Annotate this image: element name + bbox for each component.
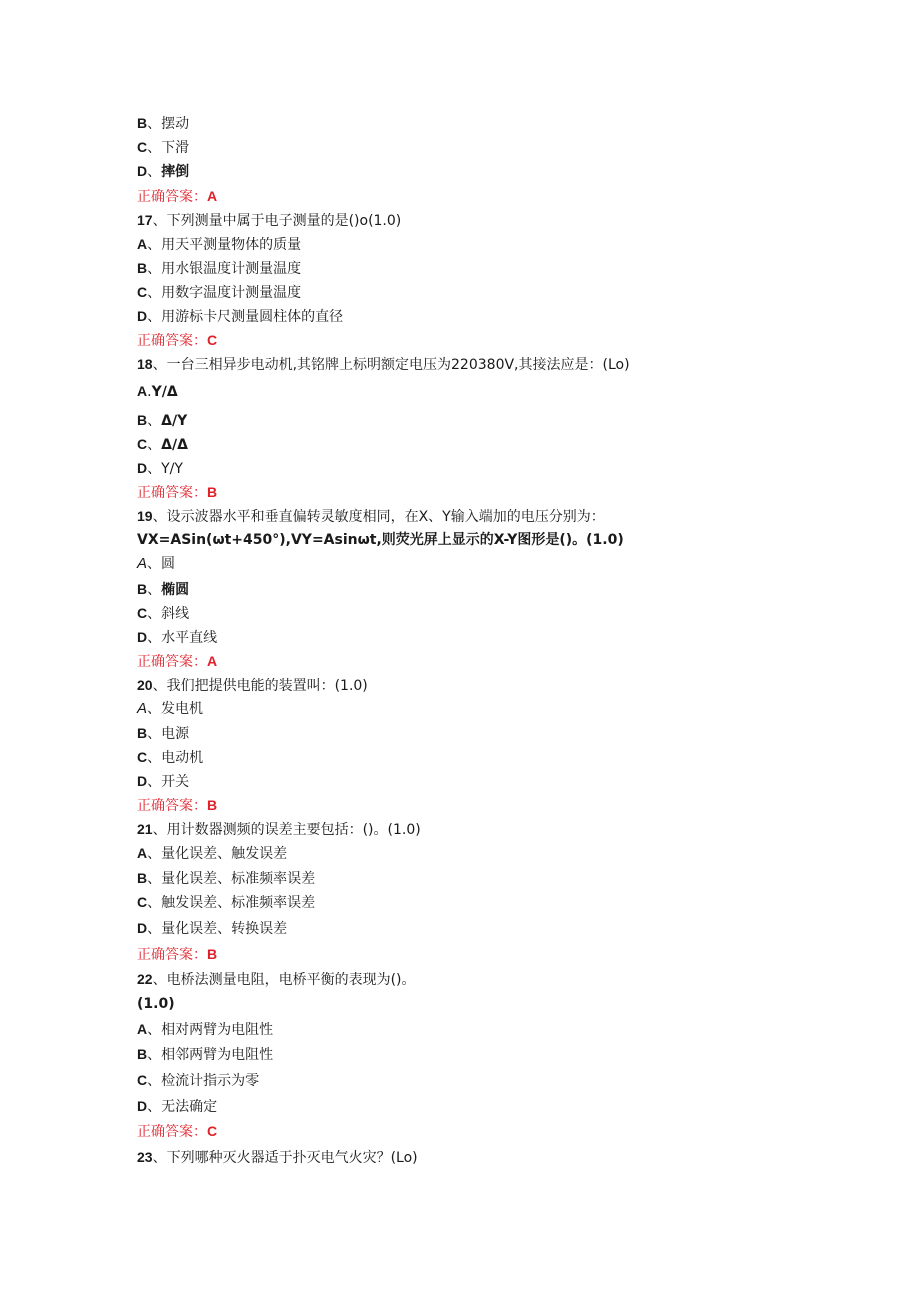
option-text: 用水银温度计测量温度 xyxy=(161,261,302,277)
option-separator: 、 xyxy=(147,630,162,646)
answer-label: 正确答案： xyxy=(137,189,207,205)
option-separator: 、 xyxy=(147,774,162,790)
option-label: D xyxy=(137,1098,148,1114)
option-line xyxy=(137,307,343,326)
option-separator: 、 xyxy=(147,921,162,937)
question-separator: 、 xyxy=(152,509,167,525)
option-separator: 、 xyxy=(147,285,162,301)
option-text: 水平直线 xyxy=(161,630,218,646)
option-text: 量化误差、标准频率误差 xyxy=(161,871,316,887)
answer-value: C xyxy=(207,332,218,348)
question-text: 下列测量中属于电子测量的是()o(1.0) xyxy=(166,213,402,229)
question-number: 23 xyxy=(137,1149,153,1165)
option-label: B xyxy=(137,412,148,428)
option-label: B xyxy=(137,725,148,741)
option-separator: 、 xyxy=(147,164,162,180)
option-line xyxy=(137,1097,217,1116)
option-label: C xyxy=(137,139,148,155)
answer-label: 正确答案： xyxy=(137,1124,207,1140)
option-separator: 、 xyxy=(147,116,162,132)
option-label: A xyxy=(137,1021,148,1037)
option-label: A xyxy=(137,700,148,717)
option-text: 用数字温度计测量温度 xyxy=(161,285,302,301)
option-line xyxy=(137,382,178,401)
question-number: 20 xyxy=(137,677,153,693)
option-line xyxy=(137,724,189,743)
option-label: C xyxy=(137,605,148,621)
option-label: D xyxy=(137,629,148,645)
option-line xyxy=(137,844,287,863)
question-text-continued: VX=ASin(ωt+450°),VY=Asinωt,则荧光屏上显示的X-Y图形是()。(1.0) xyxy=(137,532,624,548)
option-separator: 、 xyxy=(147,846,162,862)
answer-label: 正确答案： xyxy=(137,798,207,814)
option-label: D xyxy=(137,920,148,936)
option-label: B xyxy=(137,1046,148,1062)
option-text: 用天平测量物体的质量 xyxy=(161,237,302,253)
answer-line xyxy=(137,483,217,502)
option-separator: 、 xyxy=(147,461,162,477)
option-label: C xyxy=(137,1072,148,1088)
option-text: 量化误差、转换误差 xyxy=(161,921,288,937)
answer-line xyxy=(137,187,217,206)
option-label: A xyxy=(137,236,148,252)
text-line xyxy=(137,531,624,549)
answer-value: B xyxy=(207,797,218,813)
option-line xyxy=(137,628,217,647)
option-line xyxy=(137,138,189,157)
option-label: B xyxy=(137,115,148,131)
option-line xyxy=(137,772,189,791)
question-line xyxy=(137,970,416,989)
question-separator: 、 xyxy=(152,678,167,694)
answer-line xyxy=(137,796,217,815)
answer-label: 正确答案： xyxy=(137,947,207,963)
option-text: 电源 xyxy=(161,726,190,742)
question-text: 设示波器水平和垂直偏转灵敏度相同，在X、Y输入端加的电压分别为： xyxy=(166,509,605,525)
question-separator: 、 xyxy=(152,1150,167,1166)
answer-value: A xyxy=(207,653,218,669)
text-line xyxy=(137,995,175,1013)
option-separator: 、 xyxy=(147,413,162,429)
option-text: 圆 xyxy=(161,556,176,572)
option-line xyxy=(137,235,301,254)
option-line xyxy=(137,259,301,278)
option-text: Δ∕Y xyxy=(161,413,188,429)
answer-line xyxy=(137,1122,217,1141)
answer-line xyxy=(137,331,217,350)
question-text: 下列哪种灭火器适于扑灭电气火灾？(Lo) xyxy=(166,1150,418,1166)
option-line xyxy=(137,114,189,133)
question-line xyxy=(137,1148,418,1167)
option-text: Δ∕Δ xyxy=(161,437,188,453)
option-line xyxy=(137,893,315,912)
question-text: 一台三相异步电动机,其铭牌上标明额定电压为220380V,其接法应是：(Lo) xyxy=(166,357,630,373)
option-label: D xyxy=(137,773,148,789)
option-label: D xyxy=(137,460,148,476)
question-line xyxy=(137,507,605,526)
question-number: 17 xyxy=(137,212,153,228)
option-text: 电动机 xyxy=(161,750,204,766)
option-line xyxy=(137,411,187,430)
option-line xyxy=(137,748,203,767)
option-line xyxy=(137,1045,273,1064)
option-separator: 、 xyxy=(147,309,162,325)
answer-label: 正确答案： xyxy=(137,654,207,670)
answer-value: A xyxy=(207,188,218,204)
option-separator: 、 xyxy=(147,1022,162,1038)
option-label: D xyxy=(137,163,148,179)
option-line xyxy=(137,459,183,478)
option-text: 量化误差、触发误差 xyxy=(161,846,288,862)
question-number: 21 xyxy=(137,821,153,837)
option-separator: 、 xyxy=(147,750,162,766)
answer-value: C xyxy=(207,1123,218,1139)
option-separator: 、 xyxy=(147,237,162,253)
option-separator: 、 xyxy=(147,895,162,911)
option-label: A xyxy=(137,845,148,861)
option-separator: 、 xyxy=(147,606,162,622)
option-separator: 、 xyxy=(147,1099,162,1115)
question-line xyxy=(137,820,421,839)
option-text: 下滑 xyxy=(161,140,190,156)
option-separator: 、 xyxy=(147,437,162,453)
question-separator: 、 xyxy=(152,213,167,229)
option-text: 相对两臂为电阻性 xyxy=(161,1022,274,1038)
option-separator: 、 xyxy=(147,261,162,277)
option-label: C xyxy=(137,436,148,452)
question-line xyxy=(137,355,630,374)
answer-label: 正确答案： xyxy=(137,333,207,349)
option-line xyxy=(137,283,301,302)
option-separator: 、 xyxy=(147,871,162,887)
question-number: 18 xyxy=(137,356,153,372)
answer-value: B xyxy=(207,484,218,500)
answer-value: B xyxy=(207,946,218,962)
option-separator: 、 xyxy=(147,726,162,742)
option-label: B xyxy=(137,581,148,597)
option-label: C xyxy=(137,284,148,300)
option-line xyxy=(137,1020,273,1039)
question-text: 电桥法测量电阻，电桥平衡的表现为()。 xyxy=(166,972,416,988)
option-line xyxy=(137,700,203,718)
option-separator: 、 xyxy=(147,556,162,572)
option-separator: 、 xyxy=(147,1047,162,1063)
option-label: A xyxy=(137,555,148,572)
option-text: 检流计指示为零 xyxy=(161,1073,260,1089)
option-text: 摆动 xyxy=(161,116,190,132)
option-separator: 、 xyxy=(147,1073,162,1089)
question-text-continued: (1.0) xyxy=(137,996,175,1012)
answer-line xyxy=(137,652,217,671)
option-line xyxy=(137,869,315,888)
question-number: 22 xyxy=(137,971,153,987)
option-text: 斜线 xyxy=(161,606,190,622)
question-separator: 、 xyxy=(152,972,167,988)
option-text: 椭圆 xyxy=(161,582,190,598)
option-separator: 、 xyxy=(147,701,162,717)
option-line xyxy=(137,1071,259,1090)
option-separator: . xyxy=(147,384,152,400)
question-line xyxy=(137,676,368,695)
option-text: 触发误差、标准频率误差 xyxy=(161,895,316,911)
option-label: B xyxy=(137,870,148,886)
option-label: C xyxy=(137,894,148,910)
option-label: C xyxy=(137,749,148,765)
option-separator: 、 xyxy=(147,140,162,156)
option-text: 用游标卡尺测量圆柱体的直径 xyxy=(161,309,344,325)
question-text: 用计数器测频的误差主要包括：()。(1.0) xyxy=(166,822,421,838)
question-separator: 、 xyxy=(152,822,167,838)
question-number: 19 xyxy=(137,508,153,524)
question-text: 我们把提供电能的装置叫：(1.0) xyxy=(166,678,368,694)
option-text: Y∕Y xyxy=(161,461,183,477)
answer-label: 正确答案： xyxy=(137,485,207,501)
answer-line xyxy=(137,945,217,964)
option-line xyxy=(137,555,175,573)
option-label: A xyxy=(137,383,148,399)
question-separator: 、 xyxy=(152,357,167,373)
option-text: 相邻两臂为电阻性 xyxy=(161,1047,274,1063)
option-text: 开关 xyxy=(161,774,190,790)
option-text: 无法确定 xyxy=(161,1099,218,1115)
option-line xyxy=(137,919,287,938)
option-text: 摔倒 xyxy=(161,164,190,180)
option-text: 发电机 xyxy=(161,701,204,717)
option-label: B xyxy=(137,260,148,276)
question-line xyxy=(137,211,401,230)
option-line xyxy=(137,604,189,623)
option-line xyxy=(137,580,189,599)
option-label: D xyxy=(137,308,148,324)
option-separator: 、 xyxy=(147,582,162,598)
option-line xyxy=(137,162,189,181)
option-text: Y∕Δ xyxy=(151,384,178,400)
option-line xyxy=(137,435,188,454)
